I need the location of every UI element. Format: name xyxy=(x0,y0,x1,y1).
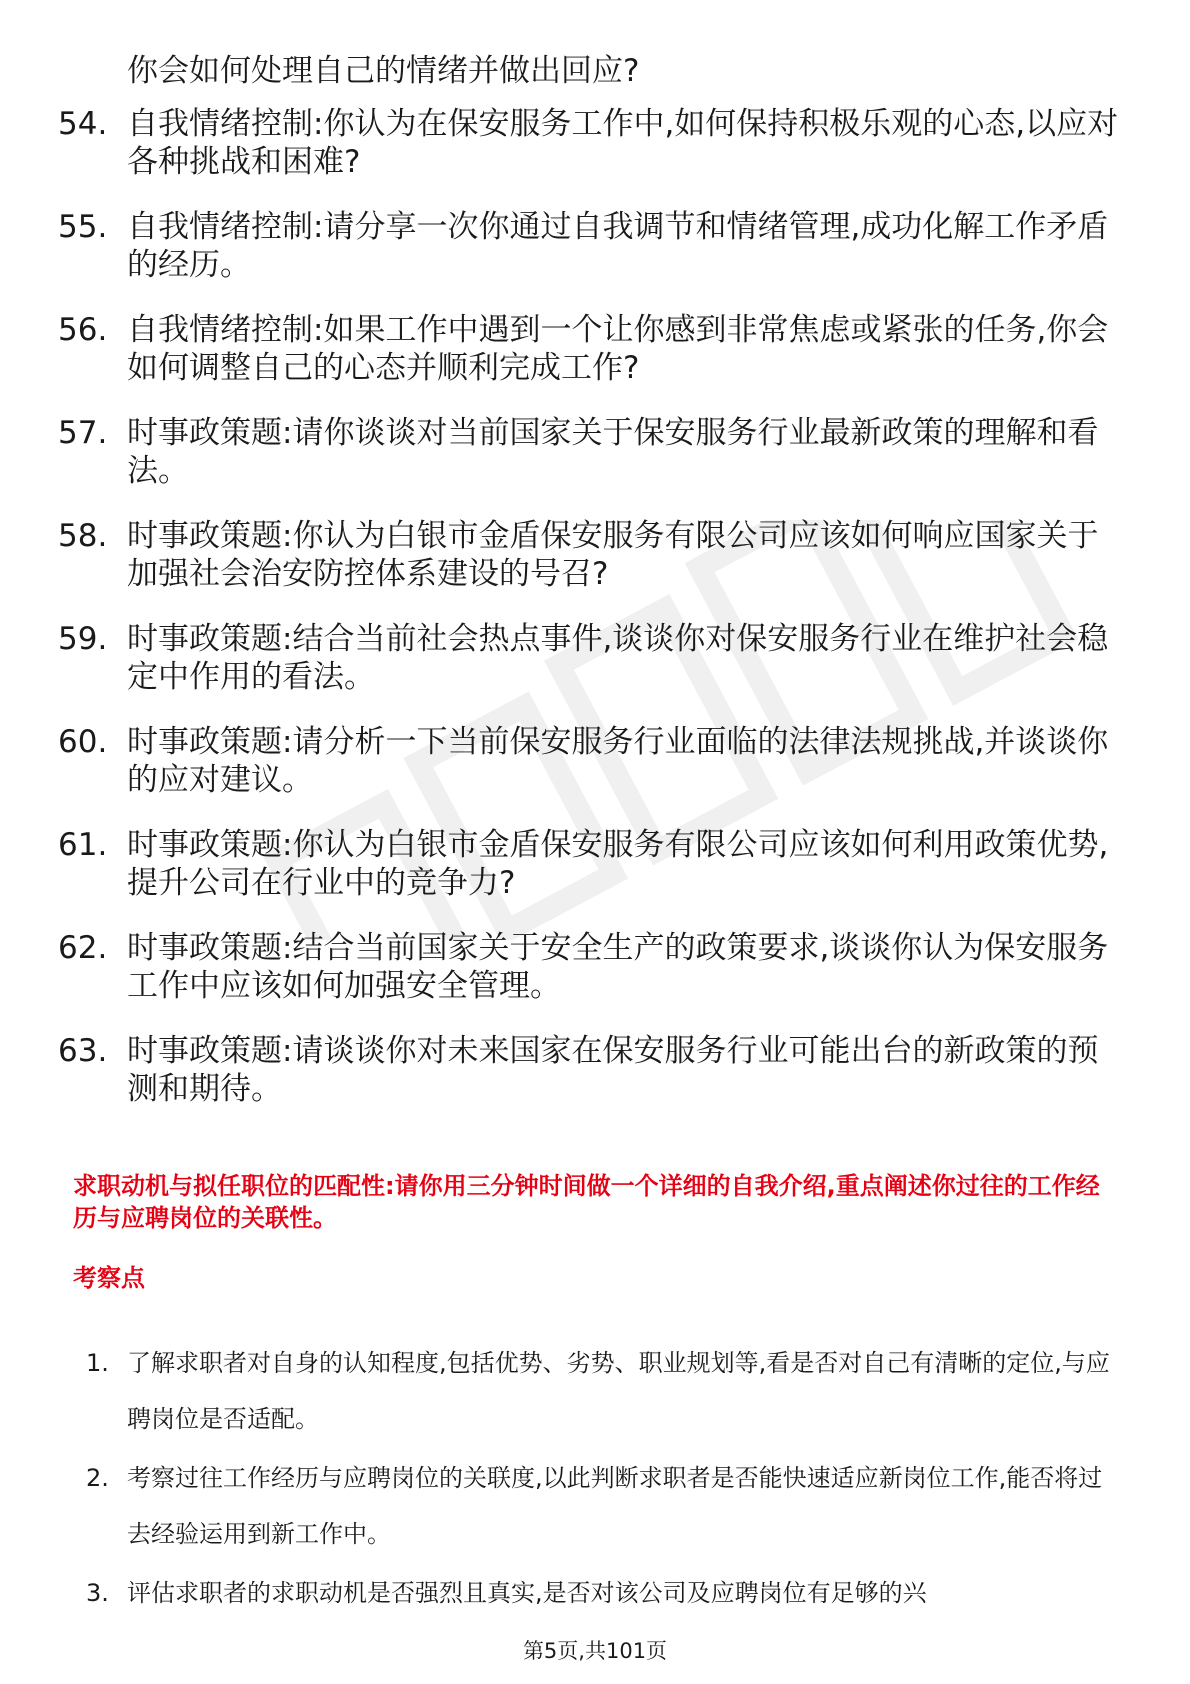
question-text: 时事政策题:请谈谈你对未来国家在保安服务行业可能出台的新政策的预测和期待。 xyxy=(127,1033,1099,1107)
question-number: 55. xyxy=(58,209,108,245)
question-text: 时事政策题:你认为白银市金盾保安服务有限公司应该如何利用政策优势,提升公司在行业中的竞争力? xyxy=(127,827,1109,901)
question-item xyxy=(0,929,1190,1005)
page-footer: 第5页,共101页 xyxy=(522,1639,668,1663)
question-number: 56. xyxy=(58,312,108,348)
question-list xyxy=(0,105,1190,1135)
section-heading: 求职动机与拟任职位的匹配性:请你用三分钟时间做一个详细的自我介绍,重点阐述你过往的工作经历与应聘岗位的关联性。 xyxy=(73,1172,1100,1232)
point-number: 3. xyxy=(86,1579,109,1607)
assessment-points xyxy=(0,1335,1190,1680)
question-item xyxy=(0,1032,1190,1108)
question-item xyxy=(0,105,1190,181)
question-text: 时事政策题:结合当前国家关于安全生产的政策要求,谈谈你认为保安服务工作中应该如何加强安全管理。 xyxy=(127,930,1109,1004)
question-number: 63. xyxy=(58,1033,108,1069)
question-item xyxy=(0,517,1190,593)
question-item xyxy=(0,826,1190,902)
question-text: 时事政策题:请分析一下当前保安服务行业面临的法律法规挑战,并谈谈你的应对建议。 xyxy=(127,724,1109,798)
question-text: 自我情绪控制:如果工作中遇到一个让你感到非常焦虑或紧张的任务,你会如何调整自己的心态并顺利完成工作? xyxy=(127,312,1109,386)
section-subheading: 考察点 xyxy=(73,1264,145,1292)
question-number: 60. xyxy=(58,724,108,760)
question-item xyxy=(0,723,1190,799)
point-number: 2. xyxy=(86,1464,109,1492)
question-number: 59. xyxy=(58,621,108,657)
point-text: 评估求职者的求职动机是否强烈且真实,是否对该公司及应聘岗位有足够的兴 xyxy=(127,1579,927,1607)
question-number: 62. xyxy=(58,930,108,966)
question-text: 自我情绪控制:你认为在保安服务工作中,如何保持积极乐观的心态,以应对各种挑战和困难? xyxy=(127,106,1119,180)
question-text: 自我情绪控制:请分享一次你通过自我调节和情绪管理,成功化解工作矛盾的经历。 xyxy=(127,209,1109,283)
point-text: 考察过往工作经历与应聘岗位的关联度,以此判断求职者是否能快速适应新岗位工作,能否将过去经验运用到新工作中。 xyxy=(127,1464,1103,1548)
question-text: 时事政策题:你认为白银市金盾保安服务有限公司应该如何响应国家关于加强社会治安防控体系建设的号召? xyxy=(127,518,1099,592)
point-text: 了解求职者对自身的认知程度,包括优势、劣势、职业规划等,看是否对自己有清晰的定位,与应聘岗位是否适配。 xyxy=(127,1349,1110,1433)
question-text: 时事政策题:结合当前社会热点事件,谈谈你对保安服务行业在维护社会稳定中作用的看法。 xyxy=(127,621,1109,695)
question-item xyxy=(0,620,1190,696)
question-number: 57. xyxy=(58,415,108,451)
question-item xyxy=(0,311,1190,387)
question-number: 58. xyxy=(58,518,108,554)
question-item xyxy=(0,414,1190,490)
question-number: 61. xyxy=(58,827,108,863)
assessment-point xyxy=(0,1450,1190,1565)
point-number: 1. xyxy=(86,1349,109,1377)
question-item xyxy=(0,208,1190,284)
question-number: 54. xyxy=(58,106,108,142)
question-continuation: 你会如何处理自己的情绪并做出回应? xyxy=(127,53,640,89)
assessment-point xyxy=(0,1335,1190,1450)
question-text: 时事政策题:请你谈谈对当前国家关于保安服务行业最新政策的理解和看法。 xyxy=(127,415,1099,489)
